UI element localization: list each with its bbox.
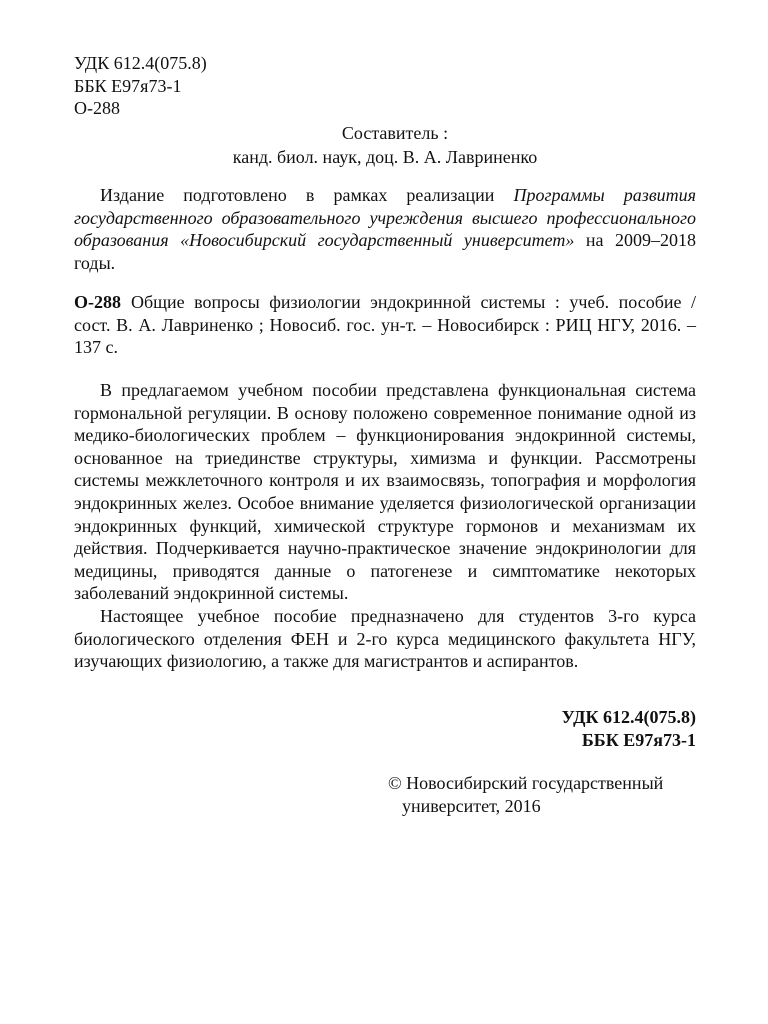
program-lead: Издание подготовлено в рамках реализации	[100, 185, 514, 205]
footer-bbk-code: ББК Е97я73-1	[581, 730, 696, 750]
compiler-name: канд. биол. наук, доц. В. А. Лавриненко	[232, 147, 538, 167]
bibliographic-record	[74, 291, 696, 359]
program-note	[74, 184, 696, 274]
abstract-paragraph-2: Настоящее учебное пособие предназначено для студентов 3-го курса биологического отделения ФЕН и 2-го курса медицинского факультета НГУ, изучающих физиологию, а также для магистрантов и аспирантов.	[74, 605, 696, 672]
bbk-code: ББК Е97я73-1	[74, 75, 182, 96]
copyright-line-2: университет, 2016	[402, 796, 541, 816]
author-mark: О-288	[74, 98, 120, 118]
footer-udk-code: УДК 612.4(075.8)	[561, 707, 696, 727]
program-title: Программы развития государственного образовательного учреждения высшего профессионального образования «Новосибирский государственный университет»	[74, 185, 696, 251]
copyright-line-1: © Новосибирский государственный	[388, 773, 664, 793]
copyright-notice	[388, 772, 663, 818]
footer-codes	[562, 706, 696, 752]
compiler-block	[74, 121, 696, 169]
classification-codes	[74, 52, 207, 120]
biblio-code: О-288	[74, 292, 121, 312]
program-tail: на 2009–2018 годы.	[74, 230, 696, 273]
biblio-text: Общие вопросы физиологии эндокринной системы : учеб. пособие / сост. В. А. Лавриненко ; Новосиб. гос. ун-т. – Новосибирск : РИЦ НГУ, 2016. – 137 с.	[74, 292, 696, 358]
compiler-role: Составитель :	[341, 123, 449, 143]
udk-code: УДК 612.4(075.8)	[74, 53, 207, 73]
abstract-paragraph-1: В предлагаемом учебном пособии представлена функциональная система гормональной регуляции. В основу положено современное понимание одной из медико-биологических проблем – функционирования эндокринной системы, основанное на триединстве структуры, химизма и функции. Рассмотрены системы межклеточного контроля и их взаимосвязь, топография и морфология эндокринных желез. Особое внимание уделяется физиологической организации эндокринных функций, химической структуре гормонов и механизмам их действия. Подчеркивается научно-практическое значение эндокринологии для медицины, приводятся данные о патогенезе и симптоматике некоторых заболеваний эндокринной системы.	[74, 380, 696, 604]
biblio-paragraph	[74, 291, 696, 359]
abstract	[74, 379, 696, 673]
program-paragraph	[74, 184, 696, 274]
